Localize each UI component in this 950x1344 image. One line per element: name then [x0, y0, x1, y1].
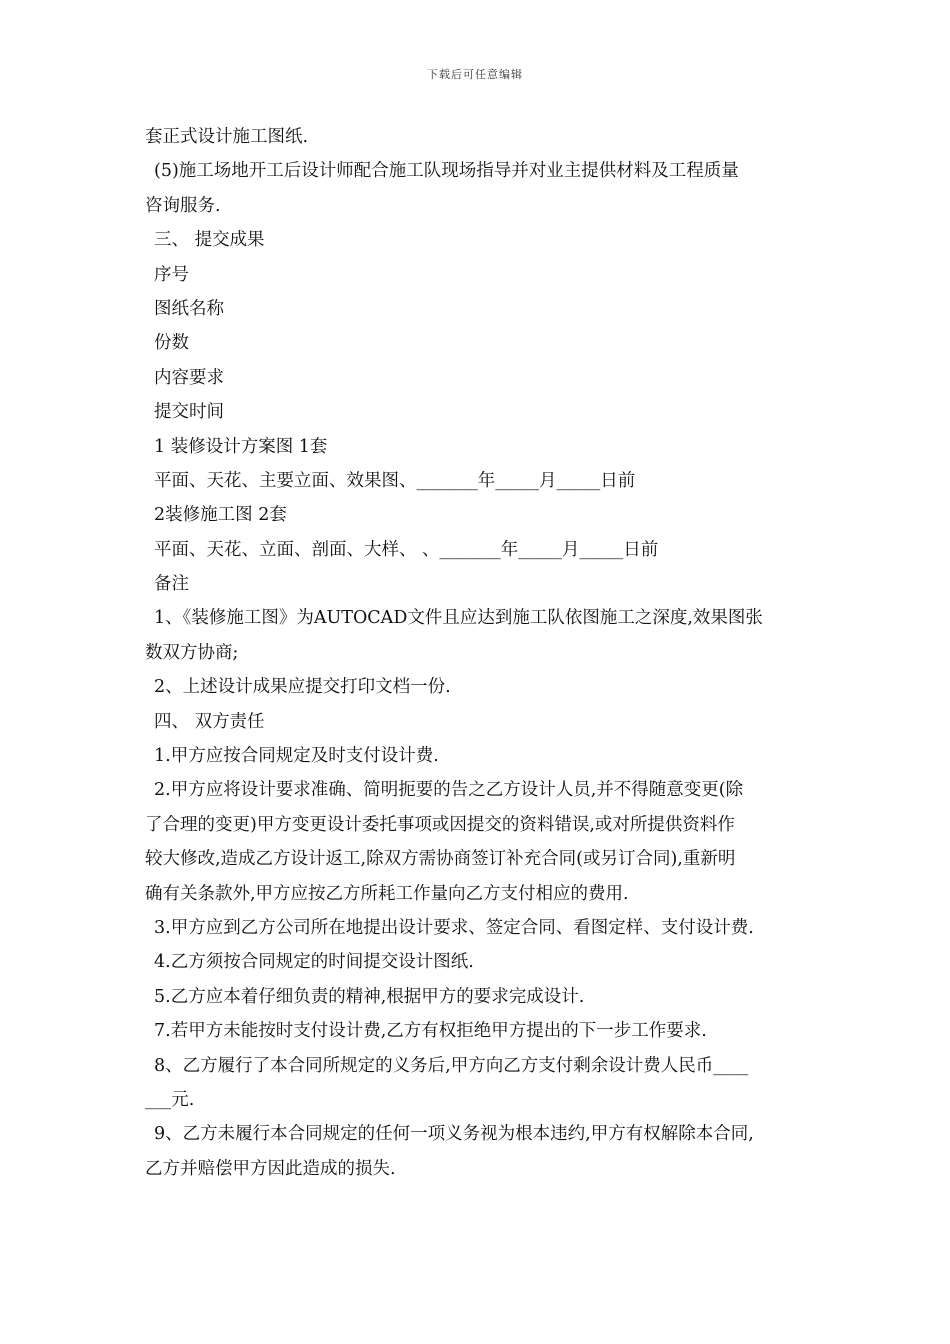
text-line: 3.甲方应到乙方公司所在地提出设计要求、签定合同、看图定样、支付设计费.	[154, 917, 754, 938]
table-header-cell: 序号	[154, 264, 189, 285]
table-cell: 备注	[154, 574, 189, 595]
table-header-cell: 图纸名称	[154, 298, 224, 319]
text-line: 9、乙方未履行本合同规定的任何一项义务视为根本违约,甲方有权解除本合同,	[154, 1124, 754, 1145]
text-line: 2.甲方应将设计要求准确、简明扼要的告之乙方设计人员,并不得随意变更(除	[154, 780, 744, 801]
text-line: 咨询服务.	[145, 195, 221, 216]
text-line: 确有关条款外,甲方应按乙方所耗工作量向乙方支付相应的费用.	[145, 883, 629, 904]
table-header-cell: 内容要求	[154, 367, 224, 388]
text-line: 了合理的变更)甲方变更设计委托事项或因提交的资料错误,或对所提供资料作	[145, 814, 735, 835]
text-line: 较大修改,造成乙方设计返工,除双方需协商签订补充合同(或另订合同),重新明	[145, 849, 736, 870]
text-line: 数双方协商;	[145, 642, 239, 663]
text-line: (5)施工场地开工后设计师配合施工队现场指导并对业主提供材料及工程质量	[154, 161, 739, 182]
text-line: 7.若甲方未能按时支付设计费,乙方有权拒绝甲方提出的下一步工作要求.	[154, 1021, 707, 1042]
text-line: 5.乙方应本着仔细负责的精神,根据甲方的要求完成设计.	[154, 986, 585, 1007]
document-body	[145, 120, 817, 1186]
table-header-cell: 提交时间	[154, 402, 224, 423]
table-cell: 平面、天花、立面、剖面、大样、 、_______年_____月_____日前	[154, 539, 659, 560]
text-line: 1、《装修施工图》为AUTOCAD文件且应达到施工队依图施工之深度,效果图张	[154, 608, 763, 629]
text-line: 4.乙方须按合同规定的时间提交设计图纸.	[154, 952, 474, 973]
page-header: 下载后可任意编辑	[427, 68, 523, 81]
table-cell: 1 装修设计方案图 1套	[154, 436, 328, 457]
table-cell: 2装修施工图 2套	[154, 505, 287, 526]
text-line: 2、上述设计成果应提交打印文档一份.	[154, 677, 451, 698]
table-header-cell: 份数	[154, 333, 189, 354]
section-heading: 三、 提交成果	[154, 230, 265, 251]
section-heading: 四、 双方责任	[154, 711, 265, 732]
table-cell: 平面、天花、主要立面、效果图、_______年_____月_____日前	[154, 470, 636, 491]
text-line: ___元.	[145, 1089, 195, 1110]
text-line: 套正式设计施工图纸.	[145, 127, 309, 147]
text-line: 8、乙方履行了本合同所规定的义务后,甲方向乙方支付剩余设计费人民币____	[154, 1055, 749, 1076]
text-line: 乙方并赔偿甲方因此造成的损失.	[145, 1158, 396, 1179]
text-line: 1.甲方应按合同规定及时支付设计费.	[154, 746, 439, 767]
